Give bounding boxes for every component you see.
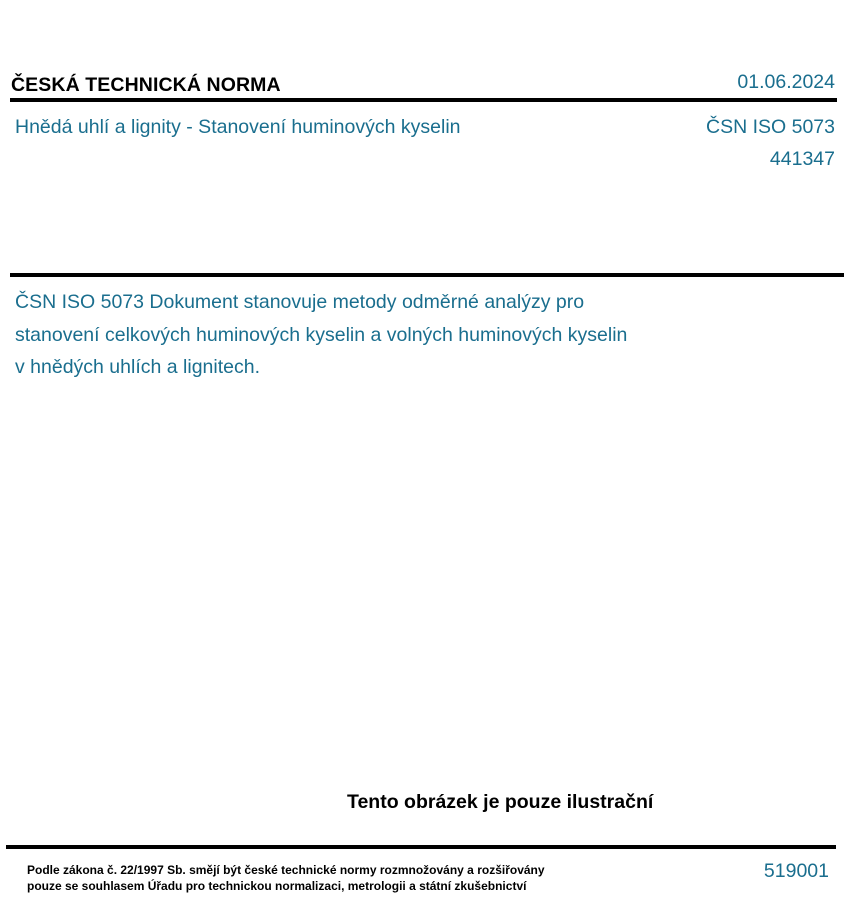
standard-abstract: ČSN ISO 5073 Dokument stanovuje metody odměrné analýzy pro stanovení celkových huminových kyselin a volných huminových kyselin v hnědých uhlích a lignitech. (15, 291, 628, 378)
illustrative-notice: Tento obrázek je pouze ilustrační (347, 791, 654, 813)
header-divider (10, 98, 837, 102)
document-type-heading: ČESKÁ TECHNICKÁ NORMA (11, 74, 281, 96)
legal-notice-line-2: pouze se souhlasem Úřadu pro technickou normalizaci, metrologii a státní zkušebnictví (27, 878, 527, 893)
document-number: 519001 (763, 860, 829, 882)
standard-title: Hnědá uhlí a lignity - Stanovení huminových kyselin (15, 116, 461, 138)
classification-number: 441347 (769, 148, 835, 170)
title-divider (10, 273, 844, 277)
footer-divider (6, 845, 836, 849)
publication-date: 01.06.2024 (737, 71, 835, 93)
legal-notice-line-1: Podle zákona č. 22/1997 Sb. smějí být české technické normy rozmnožovány a rozšiřovány (27, 863, 545, 877)
standard-code: ČSN ISO 5073 (706, 116, 835, 138)
legal-notice (27, 863, 545, 894)
